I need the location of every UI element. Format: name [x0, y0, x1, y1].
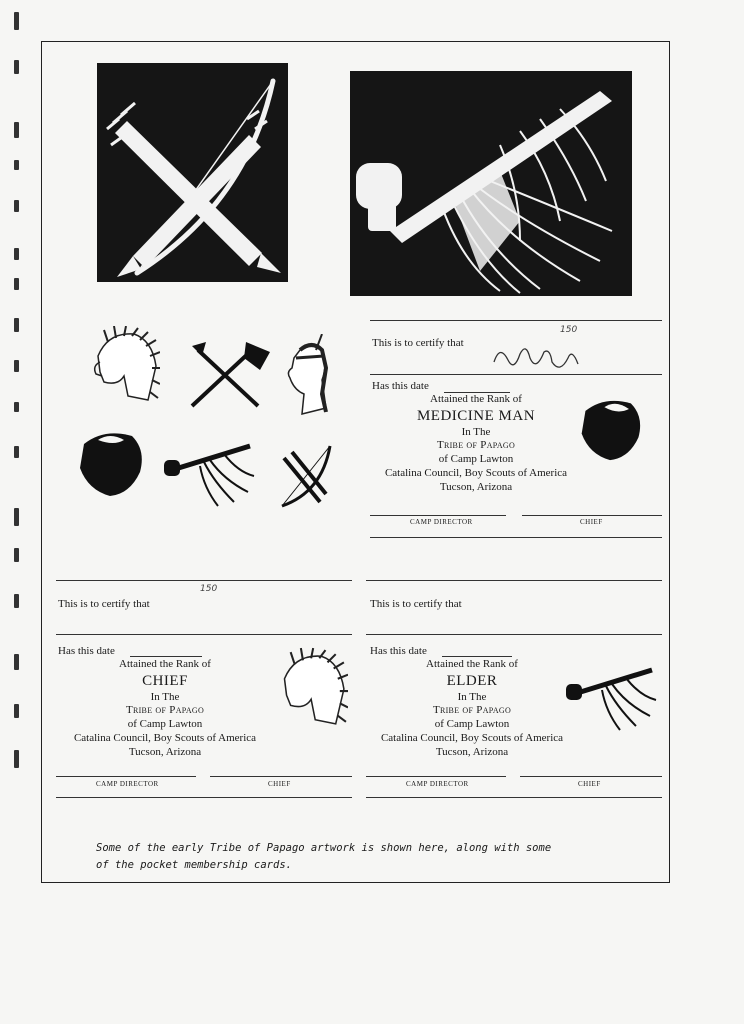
camp-name: of Camp Lawton — [127, 718, 203, 730]
caption — [96, 840, 656, 874]
city-name: Tucson, Arizona — [128, 745, 202, 758]
camp-director-label: CAMP DIRECTOR — [96, 780, 159, 788]
chief-label: CHIEF — [578, 780, 601, 788]
in-the-label: In The — [150, 690, 180, 703]
rank-title: MEDICINE MAN — [416, 407, 536, 424]
tribe-name: Tribe of Papago — [125, 704, 205, 717]
chief-label: CHIEF — [580, 518, 603, 526]
arrows-bow-icon — [278, 442, 334, 510]
peace-pipe-icon — [566, 656, 658, 732]
has-date-label: Has this date — [372, 380, 429, 392]
tribe-name: Tribe of Papago — [432, 704, 512, 717]
caption-line-2: of the pocket membership cards. — [96, 858, 292, 871]
camp-name: of Camp Lawton — [438, 453, 514, 465]
crossed-arrows-and-bow-icon — [97, 63, 288, 282]
handwritten-number: 150 — [200, 584, 218, 594]
camp-director-label: CAMP DIRECTOR — [410, 518, 473, 526]
peace-pipe-icon — [164, 432, 256, 508]
attained-label: Attained the Rank of — [119, 658, 211, 670]
chief-label: CHIEF — [268, 780, 291, 788]
camp-director-label: CAMP DIRECTOR — [406, 780, 469, 788]
maiden-profile-icon — [282, 334, 334, 416]
handwritten-number: 150 — [560, 325, 578, 335]
binding-marks — [10, 0, 26, 1024]
council-name: Catalina Council, Boy Scouts of America — [73, 731, 257, 744]
certify-label: This is to certify that — [58, 598, 150, 610]
chief-headdress-icon — [264, 646, 348, 732]
caption-line-1: Some of the early Tribe of Papago artwork is shown here, along with some — [96, 842, 552, 854]
signature-scribble-icon — [490, 338, 580, 378]
camp-name: of Camp Lawton — [434, 718, 510, 730]
buffalo-head-icon — [576, 392, 646, 462]
certify-label: This is to certify that — [370, 598, 462, 610]
council-name: Catalina Council, Boy Scouts of America — [380, 731, 564, 744]
has-date-label: Has this date — [58, 645, 115, 657]
council-name: Catalina Council, Boy Scouts of America — [384, 466, 568, 479]
city-name: Tucson, Arizona — [435, 745, 509, 758]
has-date-label: Has this date — [370, 645, 427, 657]
attained-label: Attained the Rank of — [430, 393, 522, 405]
tomahawk-arrow-icon — [186, 340, 272, 410]
buffalo-head-icon — [74, 424, 148, 498]
chief-headdress-icon — [78, 326, 160, 406]
city-name: Tucson, Arizona — [439, 480, 513, 493]
rank-title: CHIEF — [142, 672, 188, 689]
certify-label: This is to certify that — [372, 337, 464, 349]
attained-label: Attained the Rank of — [426, 658, 518, 670]
rank-title: ELDER — [446, 672, 498, 689]
peace-pipe-feathers-icon — [350, 71, 632, 296]
in-the-label: In The — [457, 690, 487, 703]
tribe-name: Tribe of Papago — [436, 439, 516, 452]
in-the-label: In The — [461, 425, 491, 438]
